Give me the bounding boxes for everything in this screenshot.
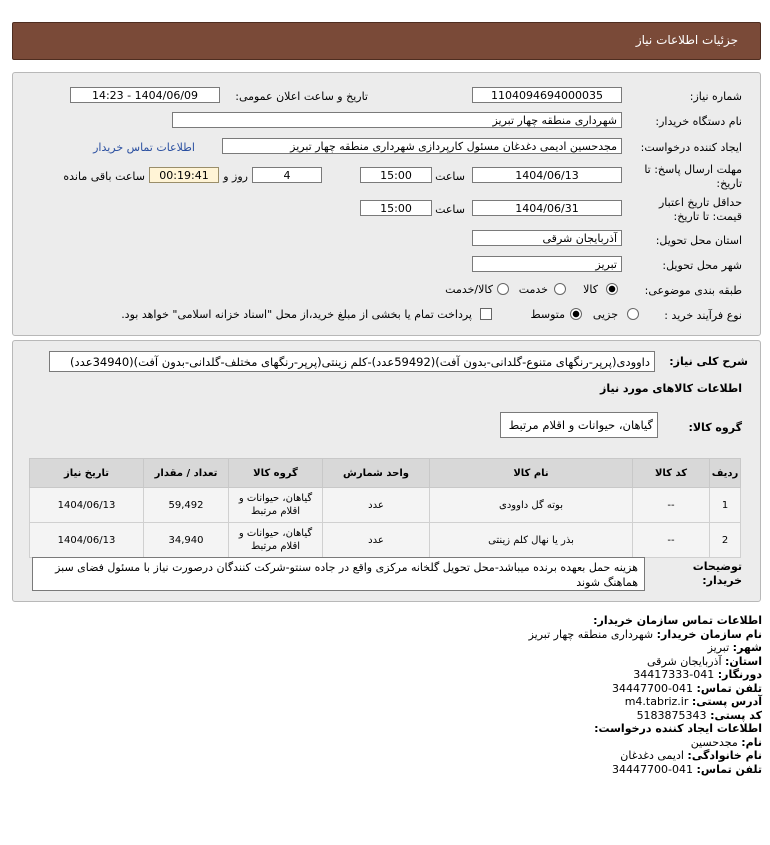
category-service-radio[interactable] bbox=[554, 283, 566, 295]
announce-label: تاریخ و ساعت اعلان عمومی: bbox=[235, 90, 368, 103]
category-service-label: خدمت bbox=[518, 283, 548, 296]
deadline-time-field: 15:00 bbox=[360, 167, 432, 183]
phone-value: 041-34447700 bbox=[612, 681, 694, 695]
cell-name: بذر یا نهال کلم زینتی bbox=[430, 523, 633, 558]
phone-label: تلفن تماس: bbox=[696, 681, 762, 695]
goods-group-field: گیاهان، حیوانات و اقلام مرتبط bbox=[500, 412, 658, 438]
col-unit-header: واحد شمارش bbox=[323, 459, 430, 488]
name-value: مجدحسین bbox=[690, 735, 738, 749]
process-partial-label: جزیی bbox=[592, 308, 618, 321]
cell-date: 1404/06/13 bbox=[30, 523, 144, 558]
table-row bbox=[30, 523, 741, 558]
fax-label: دورنگار: bbox=[717, 668, 762, 681]
category-goods-label: کالا bbox=[583, 283, 598, 296]
creator-phone-value: 041-34447700 bbox=[612, 762, 694, 776]
contact-title: اطلاعات تماس سازمان خریدار: bbox=[593, 614, 762, 627]
province-label: استان محل تحویل: bbox=[655, 234, 742, 247]
validity-time-label: ساعت bbox=[435, 203, 465, 216]
col-row-header: ردیف bbox=[710, 459, 741, 488]
process-medium-radio[interactable] bbox=[570, 308, 582, 320]
cell-unit: عدد bbox=[323, 488, 430, 523]
process-label: نوع فرآیند خرید : bbox=[664, 309, 742, 322]
family-label: نام خانوادگی: bbox=[687, 749, 762, 762]
buyer-notes-label-2: خریدار: bbox=[702, 574, 742, 587]
treasury-payment-checkbox[interactable] bbox=[480, 308, 492, 320]
description-label: شرح کلی نیاز: bbox=[669, 355, 748, 368]
process-partial-radio[interactable] bbox=[627, 308, 639, 320]
table-header-row bbox=[30, 459, 741, 488]
process-medium-label: متوسط bbox=[530, 308, 565, 321]
cell-code: -- bbox=[633, 488, 710, 523]
deadline-date-field: 1404/06/13 bbox=[472, 167, 622, 183]
validity-time-field: 15:00 bbox=[360, 200, 432, 216]
col-qty-header: تعداد / مقدار bbox=[144, 459, 229, 488]
validity-label-2: قیمت: تا تاریخ: bbox=[673, 210, 742, 223]
remaining-time-field: 00:19:41 bbox=[149, 167, 219, 183]
col-code-header: کد کالا bbox=[633, 459, 710, 488]
cell-group: گیاهان، حیوانات و اقلام مرتبط bbox=[229, 523, 323, 558]
goods-table bbox=[29, 458, 741, 558]
contact-block bbox=[22, 614, 762, 776]
need-number-label: شماره نیاز: bbox=[689, 90, 742, 103]
days-label: روز و bbox=[223, 170, 248, 183]
deadline-label-1: مهلت ارسال پاسخ: تا bbox=[644, 163, 742, 176]
province-field: آذربایجان شرقی bbox=[472, 230, 622, 246]
cell-group: گیاهان، حیوانات و اقلام مرتبط bbox=[229, 488, 323, 523]
deadline-label-2: تاریخ: bbox=[716, 177, 742, 190]
need-number-field: 1104094694000035 bbox=[472, 87, 622, 103]
cell-qty: 59,492 bbox=[144, 488, 229, 523]
page-header bbox=[12, 22, 761, 60]
announce-field: 1404/06/09 - 14:23 bbox=[70, 87, 220, 103]
fax-value: 041-34417333 bbox=[633, 668, 715, 681]
validity-label-1: حداقل تاریخ اعتبار bbox=[658, 196, 742, 209]
buyer-org-field: شهرداری منطقه چهار تبریز bbox=[172, 112, 622, 128]
province-value: آذربایجان شرقی bbox=[647, 654, 722, 668]
postal-value: 5183875343 bbox=[636, 708, 707, 722]
col-date-header: تاریخ نیاز bbox=[30, 459, 144, 488]
cell-code: -- bbox=[633, 523, 710, 558]
city-label: شهر: bbox=[732, 641, 762, 654]
cell-unit: عدد bbox=[323, 523, 430, 558]
days-field: 4 bbox=[252, 167, 322, 183]
buyer-notes-label-1: توضیحات bbox=[692, 560, 742, 573]
category-label: طبقه بندی موضوعی: bbox=[644, 284, 742, 297]
city-value: تبریز bbox=[707, 641, 730, 654]
goods-group-label: گروه کالا: bbox=[688, 421, 742, 434]
postal-label: کد پستی: bbox=[710, 708, 762, 722]
cell-row: 1 bbox=[710, 488, 741, 523]
validity-date-field: 1404/06/31 bbox=[472, 200, 622, 216]
buyer-contact-link[interactable]: اطلاعات تماس خریدار bbox=[93, 141, 195, 154]
cell-name: بوته گل داوودی bbox=[430, 488, 633, 523]
cell-qty: 34,940 bbox=[144, 523, 229, 558]
address-value: m4.tabriz.ir bbox=[624, 695, 689, 708]
name-label: نام: bbox=[741, 735, 762, 749]
city-field: تبریز bbox=[472, 256, 622, 272]
address-label: آدرس پستی: bbox=[691, 695, 762, 708]
category-both-label: کالا/خدمت bbox=[445, 283, 493, 296]
description-field: داوودی(پرپر-رنگهای متنوع-گلدانی-بدون آفت)(59492عدد)-کلم زینتی(پرپر-رنگهای مختلف-گلدانی-بدون آفت)(34940عدد) bbox=[49, 351, 655, 372]
creator-info-title: اطلاعات ایجاد کننده درخواست: bbox=[594, 722, 762, 735]
creator-label: ایجاد کننده درخواست: bbox=[640, 141, 742, 154]
org-label: نام سازمان خریدار: bbox=[656, 627, 762, 641]
table-row bbox=[30, 488, 741, 523]
payment-note: پرداخت تمام یا بخشی از مبلغ خرید،از محل "اسناد خزانه اسلامی" خواهد بود. bbox=[121, 308, 472, 321]
col-name-header: نام کالا bbox=[430, 459, 633, 488]
col-group-header: گروه کالا bbox=[229, 459, 323, 488]
creator-field: مجدحسین ادیمی دغدغان مسئول کارپردازی شهرداری منطقه چهار تبریز bbox=[222, 138, 622, 154]
category-goods-radio[interactable] bbox=[606, 283, 618, 295]
goods-info-title: اطلاعات کالاهای مورد نیاز bbox=[600, 382, 742, 395]
page-title: جزئیات اطلاعات نیاز bbox=[635, 33, 738, 47]
org-value: شهرداری منطقه چهار تبریز bbox=[528, 627, 654, 641]
buyer-notes-field: هزینه حمل بعهده برنده میباشد-محل تحویل گلخانه مرکزی واقع در جاده سنتو-شرکت کنندگان درصورت نیاز با مسئول فضای سبز هماهنگ شوند bbox=[32, 557, 645, 591]
category-both-radio[interactable] bbox=[497, 283, 509, 295]
province-label: استان: bbox=[725, 654, 762, 668]
buyer-org-label: نام دستگاه خریدار: bbox=[655, 115, 742, 128]
cell-row: 2 bbox=[710, 523, 741, 558]
creator-phone-label: تلفن تماس: bbox=[696, 762, 762, 776]
remaining-label: ساعت باقی مانده bbox=[63, 170, 145, 183]
family-value: ادیمی دغدغان bbox=[620, 749, 684, 762]
city-label: شهر محل تحویل: bbox=[662, 259, 742, 272]
deadline-time-label: ساعت bbox=[435, 170, 465, 183]
cell-date: 1404/06/13 bbox=[30, 488, 144, 523]
